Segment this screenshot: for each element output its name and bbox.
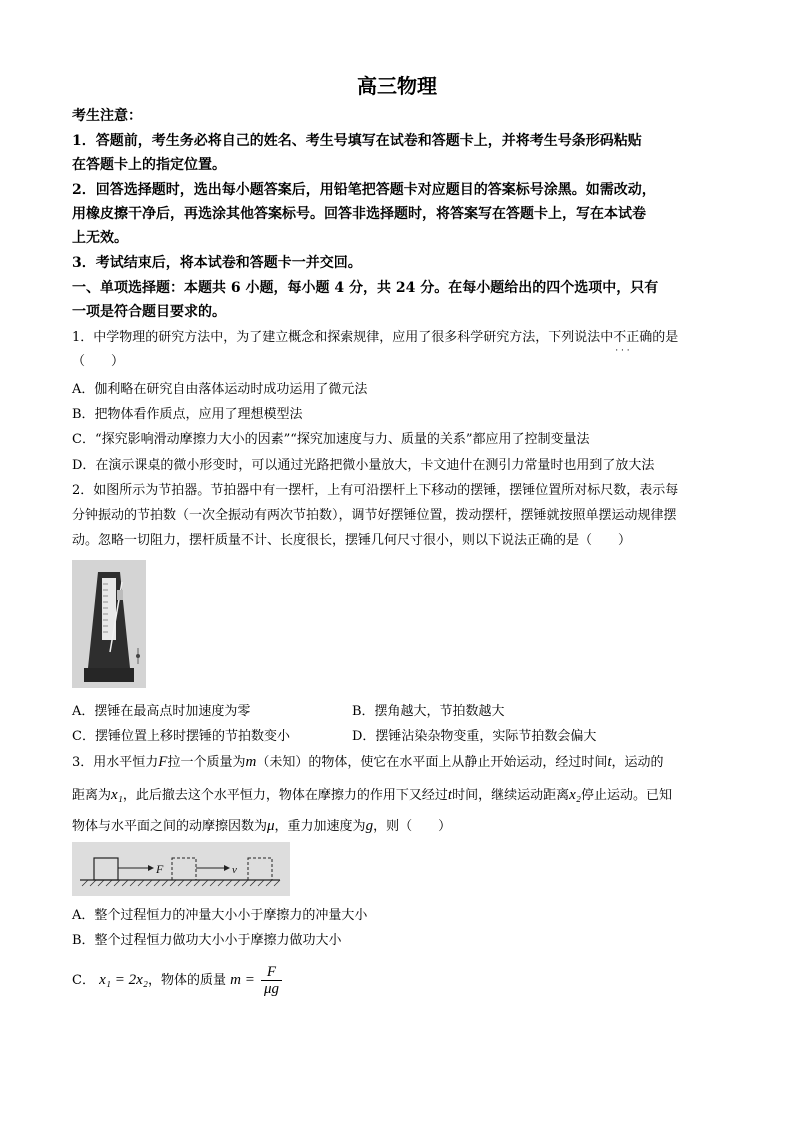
q3-stem-line	[72, 816, 722, 837]
q3-option-a: A．整个过程恒力的冲量大小小于摩擦力的冲量大小	[72, 908, 368, 923]
fraction-numerator: F	[261, 964, 282, 981]
q3-var-t: t	[447, 787, 453, 803]
q1-option-c: C．“探究影响滑动摩擦力大小的因素”“探究加速度与力、质量的关系”都应用了控制变量法	[72, 432, 590, 447]
q2-stem-line: 动。忽略一切阻力，摆杆质量不计、长度很长，摆锤几何尺寸很小，则以下说法正确的是（ ）	[72, 533, 632, 548]
q3-text: 3．用水平恒力	[72, 755, 159, 770]
section-heading: 一、单项选择题：本题共 6 小题，每小题 4 分，共 24 分。在每小题给出的四个选项中，只有	[72, 280, 659, 296]
q3-stem-line	[72, 752, 722, 773]
q3-text: 距离为	[72, 788, 112, 803]
q3-option-c	[72, 962, 722, 999]
q3-text: ，重力加速度为	[274, 819, 366, 834]
block-motion-diagram	[72, 842, 290, 896]
notice-line: 在答题卡上的指定位置。	[72, 157, 226, 173]
q3-var-g: g	[365, 818, 374, 834]
notice-line: 上无效。	[72, 230, 128, 246]
notice-heading: 考生注意：	[72, 108, 142, 124]
q3-var-m: m	[245, 754, 257, 770]
diagram-label-F: F	[156, 862, 164, 876]
notice-line: 1．答题前，考生务必将自己的姓名、考生号填写在试卷和答题卡上，并将考生号条形码粘贴	[72, 133, 642, 149]
q1-option-d: D．在演示课桌的微小形变时，可以通过光路把微小量放大，卡文迪什在测引力常量时也用到了放大法	[72, 458, 655, 473]
q3-text: 拉一个质量为	[167, 755, 246, 770]
q3-option-c-text: ，物体的质量	[147, 973, 226, 988]
q3-var-t: t	[607, 754, 612, 770]
q1-option-b: B．把物体看作质点，应用了理想模型法	[72, 407, 303, 422]
q3-text: 停止运动。已知	[580, 788, 672, 803]
section-heading-cont: 一项是符合题目要求的。	[72, 304, 226, 320]
q2-option-a: A．摆锤在最高点时加速度为零	[72, 704, 251, 719]
q3-text: 物体与水平面之间的动摩擦因数为	[72, 819, 268, 834]
page-title: 高三物理	[357, 74, 437, 98]
mass-fraction	[261, 964, 282, 997]
q2-option-c: C．摆锤位置上移时摆锤的节拍数变小	[72, 729, 290, 744]
q1-emphasis: 不正确 · · ·	[613, 330, 652, 345]
q3-text: 时间，继续运动距离	[452, 788, 570, 803]
q3-var-x1: x₁	[111, 787, 123, 803]
q3-option-c-label: C．	[72, 973, 95, 988]
q3-stem-line	[72, 785, 722, 806]
q2-stem-line: 2．如图所示为节拍器。节拍器中有一摆杆，上有可沿摆杆上下移动的摆锤，摆锤位置所对标尺数，表示每	[72, 483, 679, 498]
q3-text: ，此后撤去这个水平恒力，物体在摩擦力的作用下又经过	[122, 788, 448, 803]
q3-text: （未知）的物体，使它在水平面上从静止开始运动，经过时间	[256, 755, 608, 770]
q2-option-d: D．摆锤沾染杂物变重，实际节拍数会偏大	[352, 729, 597, 744]
q2-option-b: B．摆角越大，节拍数越大	[352, 704, 505, 719]
q1-stem	[72, 328, 722, 348]
q3-text: ，运动的	[611, 755, 664, 770]
diagram-label-v: v	[232, 864, 237, 876]
q1-answer-paren: （ ）	[72, 354, 125, 369]
q3-var-x2: x₂	[569, 787, 581, 803]
q3-option-b: B．整个过程恒力做功大小小于摩擦力做功大小	[72, 933, 342, 948]
notice-line: 3．考试结束后，将本试卷和答题卡一并交回。	[72, 255, 362, 271]
fraction-denominator: μg	[263, 981, 280, 997]
notice-line: 用橡皮擦干净后，再选涂其他答案标号。回答非选择题时，将答案写在答题卡上，写在本试卷	[72, 206, 646, 222]
q3-option-c-equation: x₁ = 2x₂	[99, 972, 148, 988]
q1-option-a: A．伽利略在研究自由落体运动时成功运用了微元法	[72, 382, 368, 397]
q3-text: ，则（ ）	[373, 819, 452, 834]
q3-option-c-mass: m =	[230, 972, 255, 988]
q3-var-F: F	[158, 754, 168, 770]
q1-stem-text: 1．中学物理的研究方法中，为了建立概念和探索规律，应用了很多科学研究方法，下列说法中	[72, 330, 614, 345]
q3-var-mu: μ	[267, 818, 275, 834]
q2-stem-line: 分钟振动的节拍数（一次全振动有两次节拍数），调节好摆锤位置，拨动摆杆，摆锤就按照单摆运动规律摆	[72, 508, 677, 523]
notice-line: 2．回答选择题时，选出每小题答案后，用铅笔把答题卡对应题目的答案标号涂黑。如需改动，	[72, 182, 656, 198]
q1-stem-text-end: 的是	[652, 330, 679, 345]
metronome-photo	[72, 560, 146, 688]
